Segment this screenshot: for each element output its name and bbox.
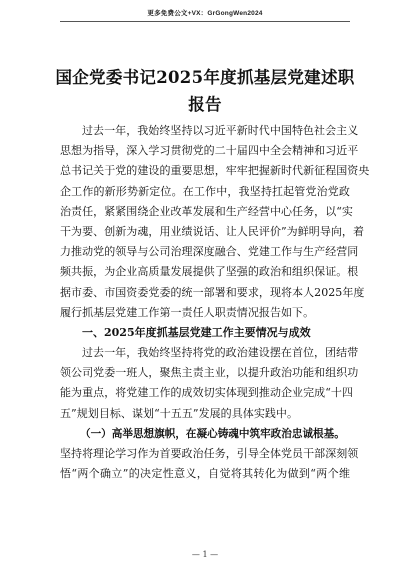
document-title [55,64,355,118]
section-heading: 一、2025年度抓基层党建工作主要情况与成效 [82,325,311,339]
paragraph-line: 领公司党委一班人，聚焦主责主业，以提升政治功能和组织功 [60,366,359,380]
paragraph-line: 力推动党的领导与公司治理深度融合、党建工作与生产经营同 [60,245,359,259]
paragraph-line: 五”规划目标、谋划“十五五”发展的具体实践中。 [60,406,299,420]
header-rule [60,21,350,22]
paragraph-line: 总书记关于党的建设的重要思想，牢牢把握新时代新征程国资央 [60,164,370,178]
subsection-heading: （一）高举思想旗帜，在凝心铸魂中筑牢政治忠诚根基。 [80,427,345,440]
document-title-line-2: 报告 [188,95,222,114]
paragraph-line: 频共振，为企业高质量发展提供了坚强的政治和组织保证。根 [60,265,359,279]
paragraph-line: 能为重点，将党建工作的成效切实体现到推动企业完成“十四 [60,386,353,400]
paragraph-line: 干为要、创新为魂，用业绩说话、让人民评价”为鲜明导向，着 [60,224,365,238]
document-title-line-1: 国企党委书记2025年度抓基层党建述职 [55,68,355,87]
paragraph-line: 治责任，紧紧围绕企业改革发展和生产经营中心任务，以“实 [60,204,353,218]
document-body [60,121,370,484]
page-number: — 1 — [191,550,219,559]
paragraph-line: 据市委、市国资委党委的统一部署和要求，现将本人2025年度 [60,285,365,299]
paragraph-line: 过去一年，我始终坚持以习近平新时代中国特色社会主义 [82,124,359,137]
paragraph-line: 企工作的新形势新定位。在工作中，我坚持扛起管党治党政 [60,184,350,198]
paragraph-line: 思想为指导，深入学习贯彻党的二十届四中全会精神和习近平 [60,144,359,158]
paragraph-line: 坚持将理论学习作为首要政治任务，引导全体党员干部深刻领 [60,447,359,460]
page-header-note: 更多免费公文+VX：GrGongWen2024 [147,10,263,17]
paragraph-line: 履行抓基层党建工作第一责任人职责情况报告如下。 [60,305,315,319]
paragraph-line: 过去一年，我始终坚持将党的政治建设摆在首位，团结带 [82,346,359,360]
paragraph-line: 悟“两个确立”的决定性意义，自觉将其转化为做到“两个维 [60,467,350,481]
